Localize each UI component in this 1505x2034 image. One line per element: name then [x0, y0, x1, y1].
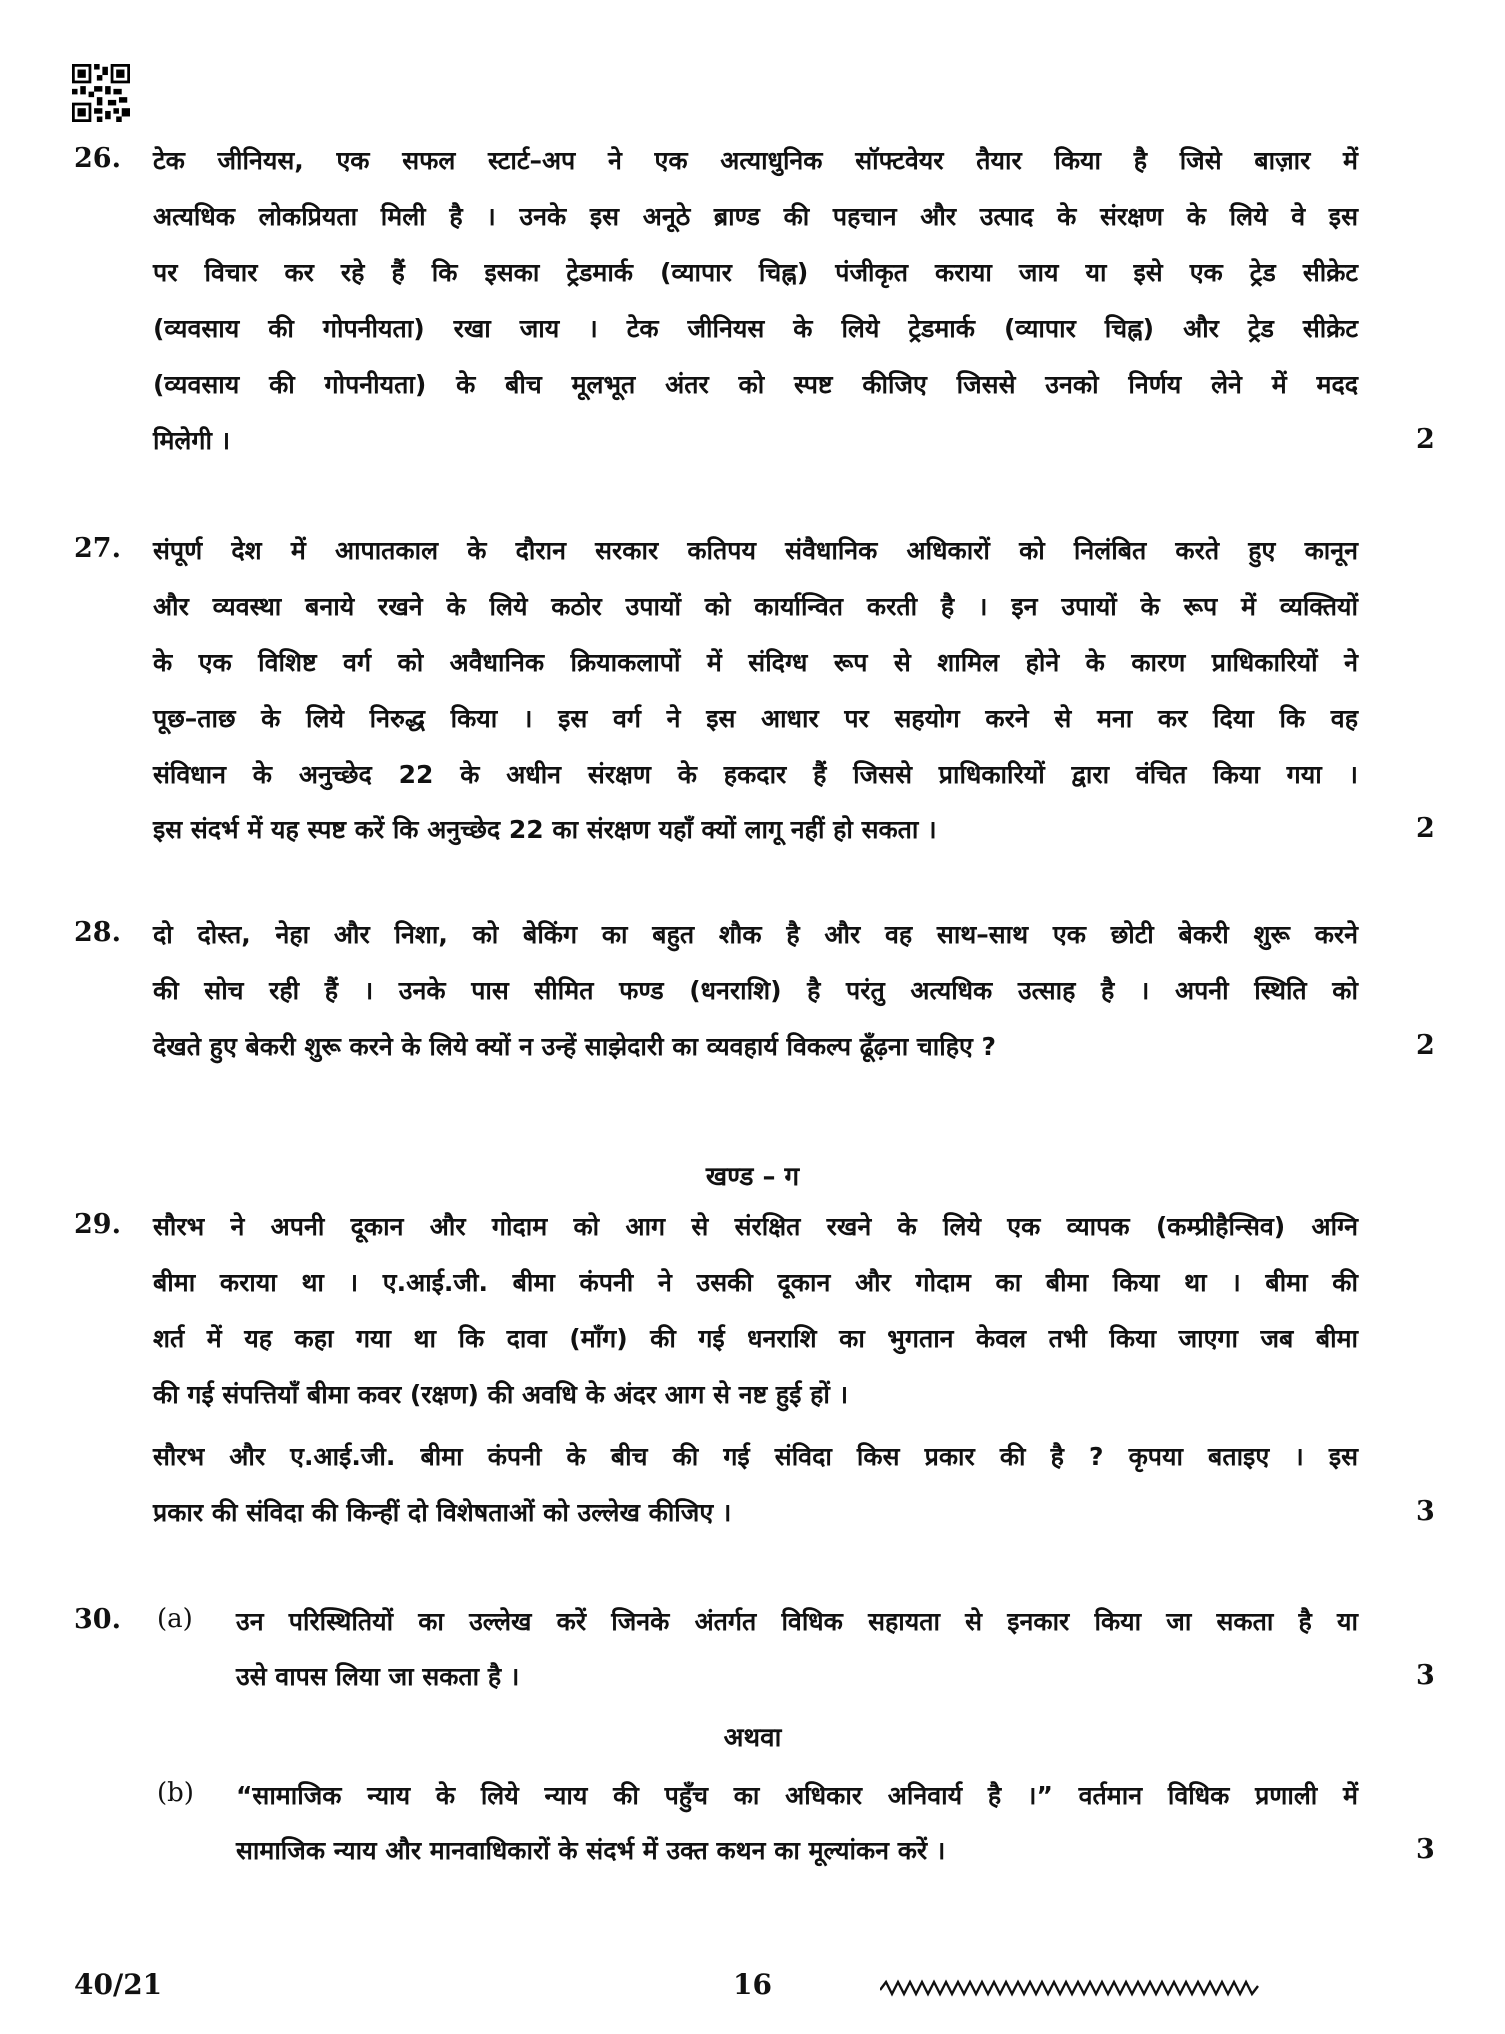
- question-text-line: (व्यवसाय की गोपनीयता) रखा जाय । टेक जीनियस के लिये ट्रेडमार्क (व्यापार चिह्न) और ट्रेड सीक्रेट: [153, 314, 1358, 343]
- question-number: 28.: [74, 917, 121, 948]
- question-text-line: सौरभ और ए.आई.जी. बीमा कंपनी के बीच की गई संविदा किस प्रकार की है ? कृपया बताइए । इस: [153, 1442, 1358, 1471]
- question-number: 30.: [74, 1604, 121, 1635]
- question-text-line: और व्यवस्था बनाये रखने के लिये कठोर उपायों को कार्यान्वित करती है । इन उपायों के रूप में व्यक्तियों: [153, 592, 1358, 621]
- wavy-line-icon: [880, 1978, 1260, 1998]
- question-text-line: की गई संपत्तियाँ बीमा कवर (रक्षण) की अवधि के अंदर आग से नष्ट हुई हों ।: [153, 1380, 849, 1409]
- question-text-line: इस संदर्भ में यह स्पष्ट करें कि अनुच्छेद 22 का संरक्षण यहाँ क्यों लागू नहीं हो सकता ।: [153, 815, 937, 844]
- marks-label: 2: [1416, 424, 1435, 455]
- question-text-line: प्रकार की संविदा की किन्हीं दो विशेषताओं को उल्लेख कीजिए ।: [153, 1498, 732, 1527]
- question-text-line: के एक विशिष्ट वर्ग को अवैधानिक क्रियाकलापों में संदिग्ध रूप से शामिल होने के कारण प्राधिकारियों ने: [153, 648, 1358, 677]
- question-text-line: संपूर्ण देश में आपातकाल के दौरान सरकार कतिपय संवैधानिक अधिकारों को निलंबित करते हुए कानून: [153, 536, 1358, 565]
- question-number: 27.: [74, 533, 121, 564]
- marks-label: 2: [1416, 1030, 1435, 1061]
- or-label: अथवा: [723, 1723, 782, 1753]
- page-number: 16: [733, 1968, 772, 2001]
- question-text-line: पर विचार कर रहे हैं कि इसका ट्रेडमार्क (व्यापार चिह्न) पंजीकृत कराया जाय या इसे एक ट्रेड सीक्रेट: [153, 258, 1358, 287]
- question-text-line: बीमा कराया था । ए.आई.जी. बीमा कंपनी ने उसकी दूकान और गोदाम का बीमा किया था । बीमा की: [153, 1268, 1358, 1297]
- section-heading: खण्ड – ग: [705, 1162, 800, 1192]
- question-number: 29.: [74, 1209, 121, 1240]
- question-text-line: (व्यवसाय की गोपनीयता) के बीच मूलभूत अंतर को स्पष्ट कीजिए जिससे उनको निर्णय लेने में मदद: [153, 370, 1358, 399]
- marks-label: 3: [1416, 1660, 1435, 1691]
- sub-question-label-b: (b): [157, 1778, 194, 1808]
- question-text-line: सौरभ ने अपनी दूकान और गोदाम को आग से संरक्षित रखने के लिये एक व्यापक (कम्प्रीहैन्सिव) अग्नि: [153, 1212, 1358, 1241]
- question-text-line: मिलेगी ।: [153, 426, 231, 455]
- question-text-line: टेक जीनियस, एक सफल स्टार्ट–अप ने एक अत्याधुनिक सॉफ्टवेयर तैयार किया है जिसे बाज़ार में: [153, 146, 1358, 175]
- question-number: 26.: [74, 143, 121, 174]
- question-text-line: पूछ–ताछ के लिये निरुद्ध किया । इस वर्ग ने इस आधार पर सहयोग करने से मना कर दिया कि वह: [153, 704, 1358, 733]
- question-text-line: संविधान के अनुच्छेद 22 के अधीन संरक्षण के हकदार हैं जिससे प्राधिकारियों द्वारा वंचित किया गया ।: [153, 760, 1358, 789]
- marks-label: 2: [1416, 813, 1435, 844]
- question-text-line: अत्यधिक लोकप्रियता मिली है । उनके इस अनूठे ब्राण्ड की पहचान और उत्पाद के संरक्षण के लिये वे इस: [153, 202, 1358, 231]
- question-text-line: उन परिस्थितियों का उल्लेख करें जिनके अंतर्गत विधिक सहायता से इनकार किया जा सकता है या: [236, 1607, 1358, 1636]
- paper-code: 40/21: [74, 1968, 163, 2001]
- question-text-line: दो दोस्त, नेहा और निशा, को बेकिंग का बहुत शौक है और वह साथ–साथ एक छोटी बेकरी शुरू करने: [153, 920, 1358, 949]
- question-text-line: की सोच रही हैं । उनके पास सीमित फण्ड (धनराशि) है परंतु अत्यधिक उत्साह है । अपनी स्थिति को: [153, 976, 1358, 1005]
- sub-question-label-a: (a): [157, 1604, 193, 1634]
- question-text-line: देखते हुए बेकरी शुरू करने के लिये क्यों न उन्हें साझेदारी का व्यवहार्य विकल्प ढूँढ़ना चाहिए ?: [153, 1032, 997, 1061]
- question-text-line: उसे वापस लिया जा सकता है ।: [236, 1662, 520, 1691]
- question-text-line: “सामाजिक न्याय के लिये न्याय की पहुँच का अधिकार अनिवार्य है ।” वर्तमान विधिक प्रणाली में: [236, 1781, 1358, 1810]
- qr-code-icon: [72, 64, 130, 122]
- marks-label: 3: [1416, 1834, 1435, 1865]
- marks-label: 3: [1416, 1496, 1435, 1527]
- question-text-line: शर्त में यह कहा गया था कि दावा (माँग) की गई धनराशि का भुगतान केवल तभी किया जाएगा जब बीमा: [153, 1324, 1358, 1353]
- question-text-line: सामाजिक न्याय और मानवाधिकारों के संदर्भ में उक्त कथन का मूल्यांकन करें ।: [236, 1836, 946, 1865]
